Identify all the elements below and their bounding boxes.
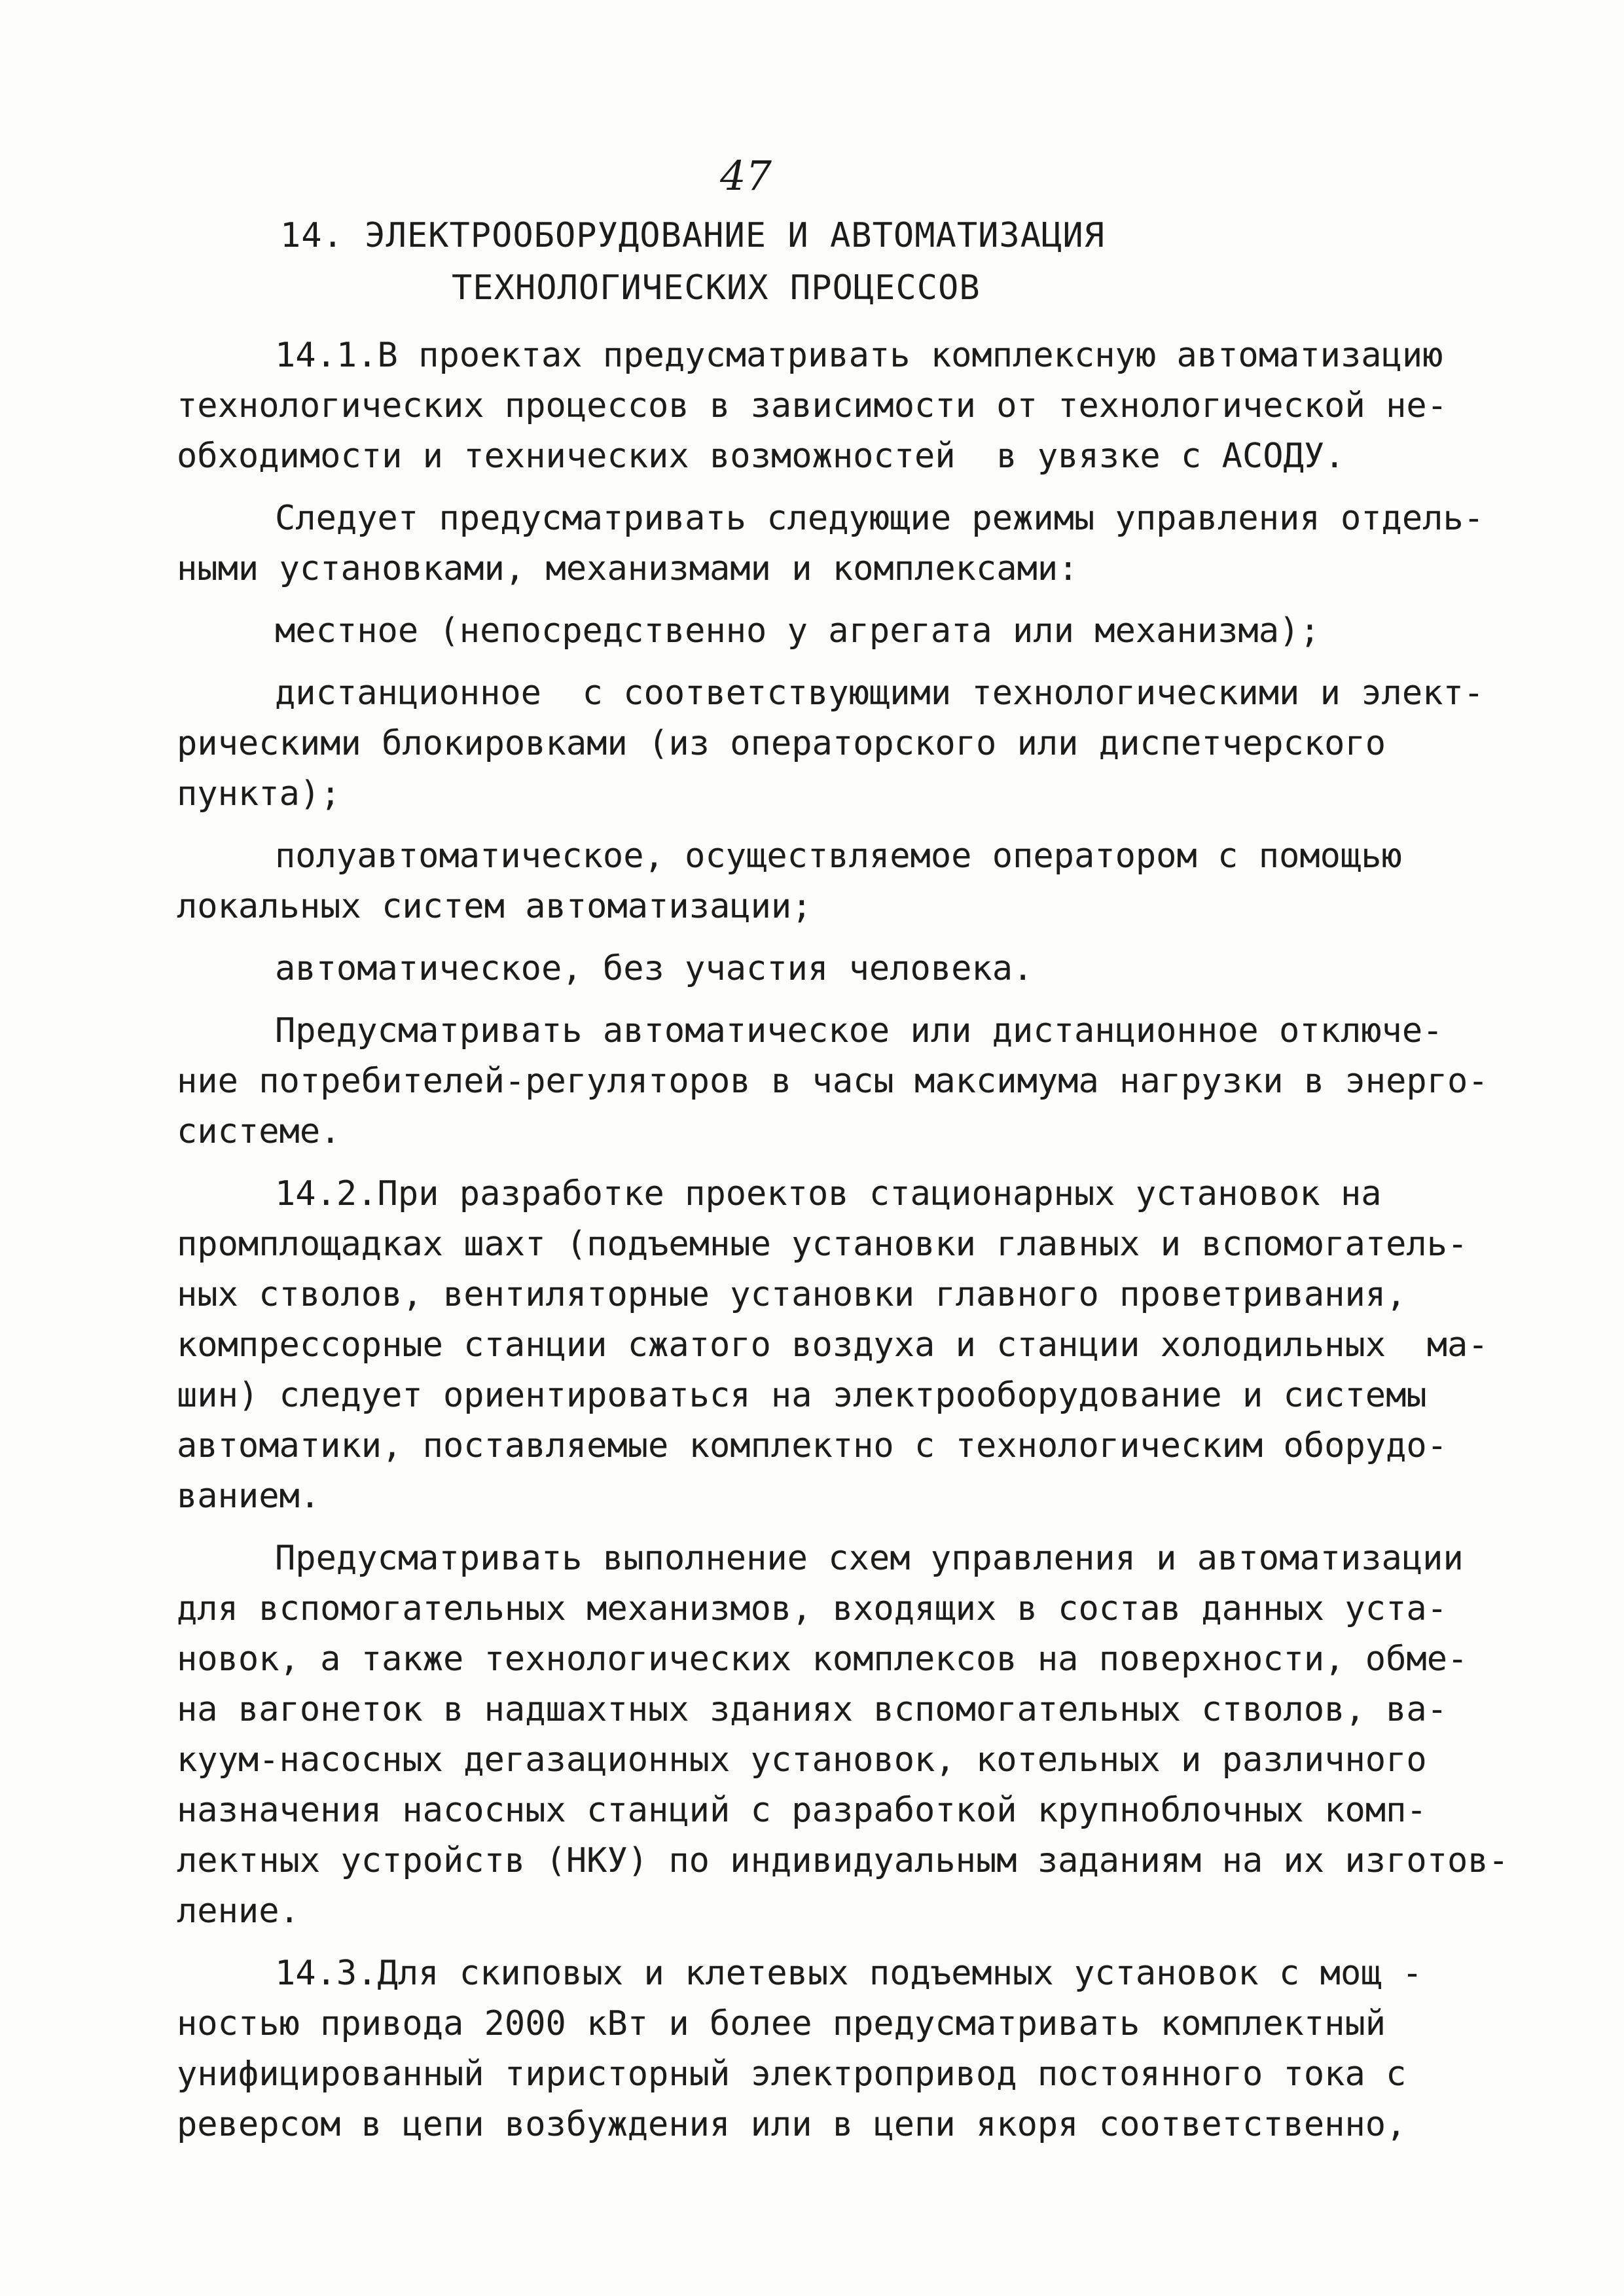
text-line: ностью привода 2000 кВт и более предусматривать комплектный <box>177 2004 1386 2043</box>
text-line: унифицированный тиристорный электропривод постоянного тока с <box>177 2054 1407 2094</box>
text-line: на вагонеток в надшахтных зданиях вспомогательных стволов, ва- <box>177 1690 1448 1729</box>
paragraph <box>177 944 1486 994</box>
page-number: 47 <box>720 152 772 200</box>
paragraph <box>177 1006 1489 1157</box>
text-line: ление. <box>177 1892 300 1931</box>
paragraph <box>177 831 1486 932</box>
paragraph <box>177 668 1486 819</box>
text-line: Предусматривать выполнение схем управления и автоматизации <box>275 1539 1464 1578</box>
text-line: Предусматривать автоматическое или дистанционное отключе- <box>275 1011 1443 1050</box>
text-line: назначения насосных станций с разработкой крупноблочных комп- <box>177 1791 1427 1830</box>
text-line: для вспомогательных механизмов, входящих в состав данных уста- <box>177 1589 1448 1628</box>
paragraph <box>177 1948 1486 2150</box>
text-line: автоматическое, без участия человека. <box>275 949 1034 988</box>
text-line: реверсом в цепи возбуждения или в цепи якоря соответственно, <box>177 2105 1407 2144</box>
text-line: ванием. <box>177 1477 321 1516</box>
text-line: местное (непосредственно у агрегата или механизма); <box>275 611 1320 651</box>
text-line: дистанционное с соответствующими технологическими и элект- <box>275 673 1485 713</box>
text-line: лектных устройств (НКУ) по индивидуальным заданиям на их изготов- <box>177 1841 1509 1880</box>
paragraph <box>177 493 1486 594</box>
paragraph <box>177 606 1486 656</box>
paragraph <box>177 331 1486 482</box>
paragraph <box>177 1534 1509 1937</box>
text-line: ние потребителей-регуляторов в часы максимума нагрузки в энерго- <box>177 1062 1489 1101</box>
text-line: 14.2.При разработке проектов стационарных установок на <box>275 1174 1382 1213</box>
document-body <box>177 331 1509 2162</box>
paragraph <box>177 1169 1489 1522</box>
text-line: 14.3.Для скиповых и клетевых подъемных установок с мощ - <box>275 1954 1423 1993</box>
text-line: локальных систем автоматизации; <box>177 887 812 926</box>
text-line: полуавтоматическое, осуществляемое оператором с помощью <box>275 836 1402 876</box>
text-line: ных стволов, вентиляторные установки главного проветривания, <box>177 1275 1407 1314</box>
text-line: новок, а также технологических комплексов на поверхности, обме- <box>177 1640 1468 1679</box>
text-line: куум-насосных дегазационных установок, котельных и различного <box>177 1740 1427 1780</box>
section-heading-line-2: ТЕХНОЛОГИЧЕСКИХ ПРОЦЕССОВ <box>452 268 981 308</box>
text-line: рическими блокировками (из операторского или диспетчерского <box>177 724 1386 763</box>
text-line: 14.1.В проектах предусматривать комплексную автоматизацию <box>275 336 1443 375</box>
text-line: Следует предусматривать следующие режимы управления отдель- <box>275 499 1485 538</box>
text-line: промплощадках шахт (подъемные установки главных и вспомогатель- <box>177 1225 1468 1264</box>
section-heading-line-1: 14. ЭЛЕКТРООБОРУДОВАНИЕ И АВТОМАТИЗАЦИЯ <box>280 216 1105 255</box>
text-line: компрессорные станции сжатого воздуха и станции холодильных ма- <box>177 1325 1489 1365</box>
text-line: пункта); <box>177 774 341 814</box>
text-line: обходимости и технических возможностей в увязке с АСОДУ. <box>177 437 1345 476</box>
text-line: системе. <box>177 1112 341 1151</box>
text-line: ными установками, механизмами и комплексами: <box>177 549 1079 588</box>
text-line: шин) следует ориентироваться на электрооборудование и системы <box>177 1376 1427 1415</box>
text-line: автоматики, поставляемые комплектно с технологическим оборудо- <box>177 1426 1448 1465</box>
text-line: технологических процессов в зависимости от технологической не- <box>177 386 1448 425</box>
